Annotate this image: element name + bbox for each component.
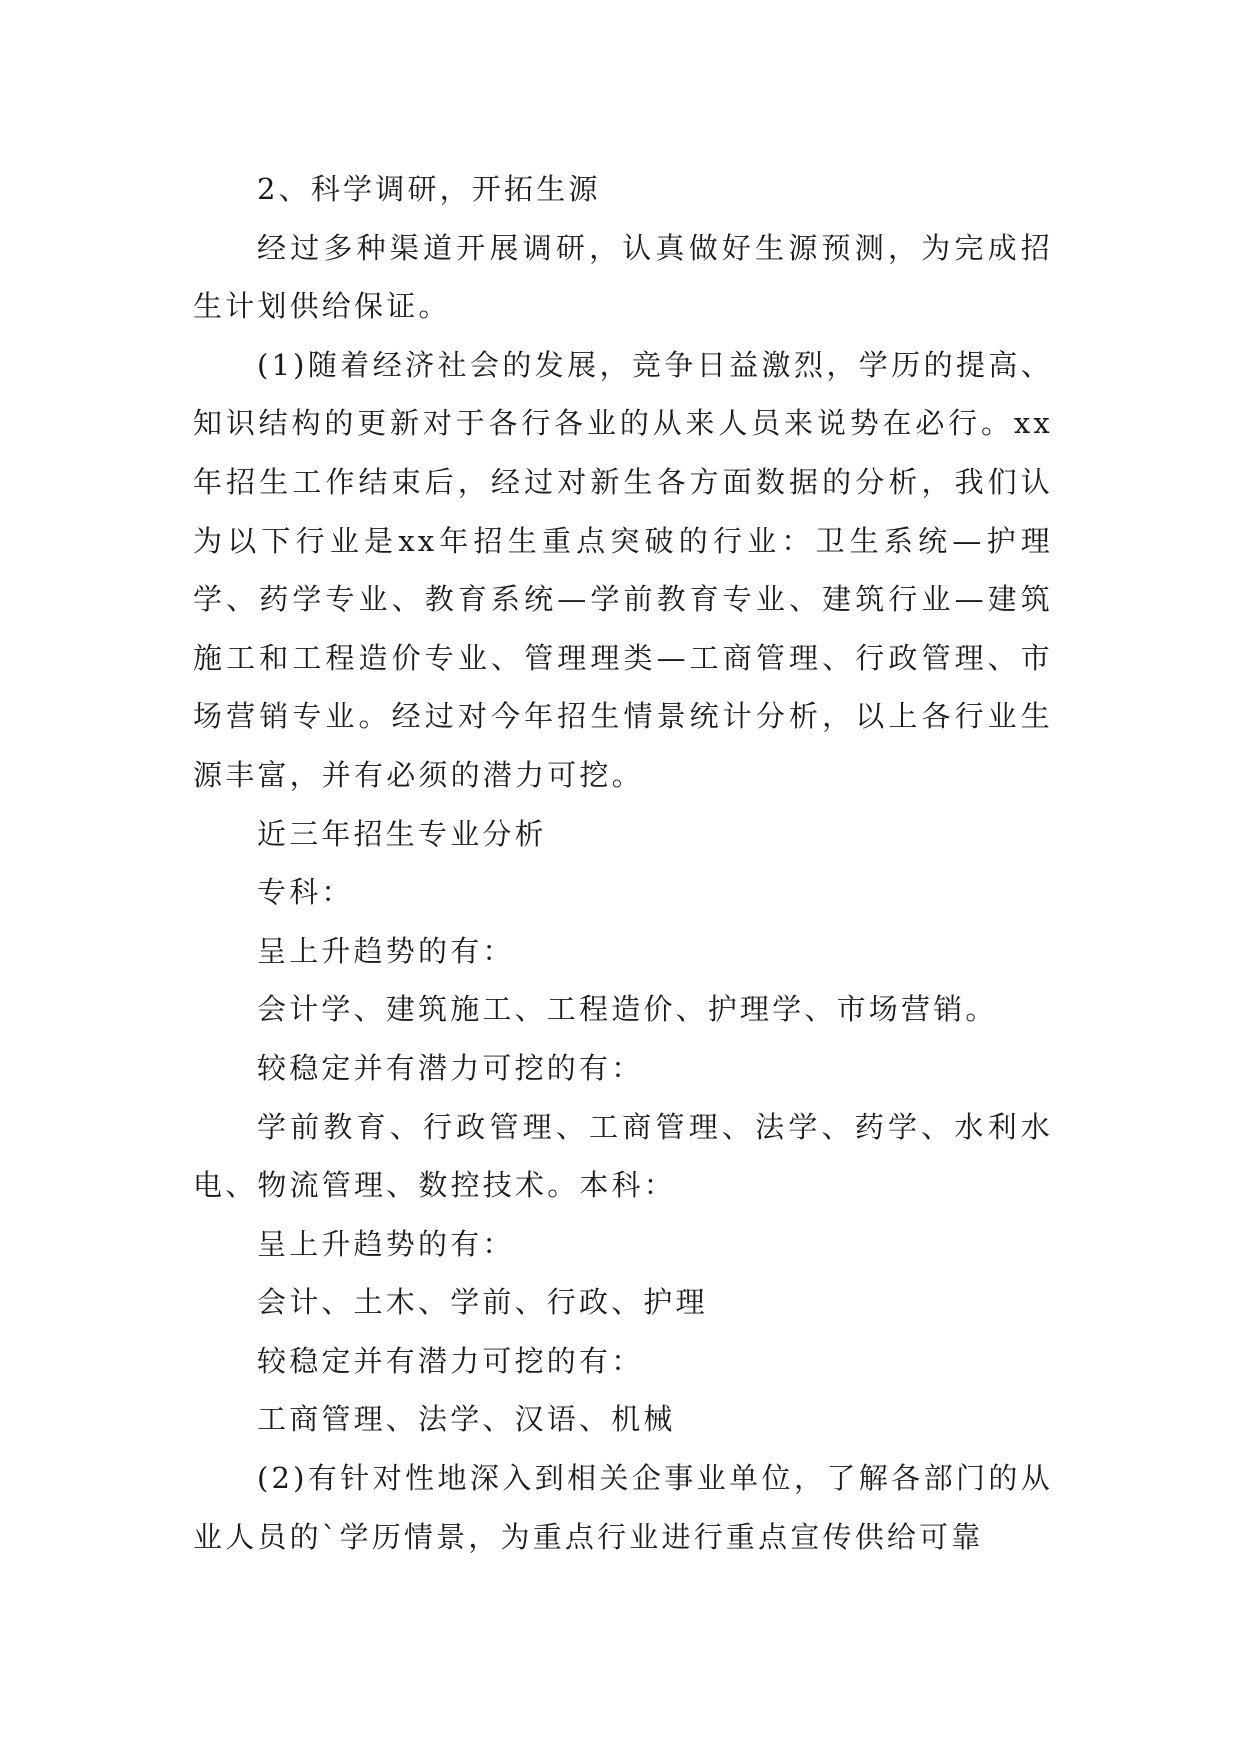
list-content: 会计学、建筑施工、工程造价、护理学、市场营销。 — [257, 992, 998, 1027]
list-label: 较稳定并有潜力可挖的有： — [257, 1343, 644, 1378]
list-content: 学前教育、行政管理、工商管理、法学、药学、水利水电、物流管理、数控技术。本科： — [193, 1109, 1053, 1203]
subheading: 近三年招生专业分析 — [257, 816, 547, 851]
list-content: 会计、土木、学前、行政、护理 — [257, 1285, 708, 1320]
body-paragraph: (2)有针对性地深入到相关企事业单位，了解各部门的从业人员的`学历情景，为重点行业进行重点宣传供给可靠 — [193, 1461, 1053, 1554]
list-label: 较稳定并有潜力可挖的有： — [257, 1050, 644, 1085]
body-paragraph: (1)随着经济社会的发展，竞争日益激烈，学历的提高、知识结构的更新对于各行各业的从来人员来说势在必行。xx年招生工作结束后，经过对新生各方面数据的分析，我们认为以下行业是xx年招生重点突破的行业：卫生系统—护理学、药学专业、教育系统—学前教育专业、建筑行业—建筑施工和工程造价专业、管理理类—工商管理、行政管理、市场营销专业。经过对今年招生情景统计分析，以上各行业生源丰富，并有必须的潜力可挖。 — [193, 347, 1053, 792]
category-label: 专科： — [257, 875, 354, 910]
list-label: 呈上升趋势的有： — [257, 1226, 515, 1261]
document-page — [193, 160, 1053, 1566]
list-content: 工商管理、法学、汉语、机械 — [257, 1402, 676, 1437]
section-heading: 2、科学调研，开拓生源 — [257, 172, 601, 206]
list-label: 呈上升趋势的有： — [257, 933, 515, 968]
body-paragraph: 经过多种渠道开展调研，认真做好生源预测，为完成招生计划供给保证。 — [193, 230, 1053, 324]
